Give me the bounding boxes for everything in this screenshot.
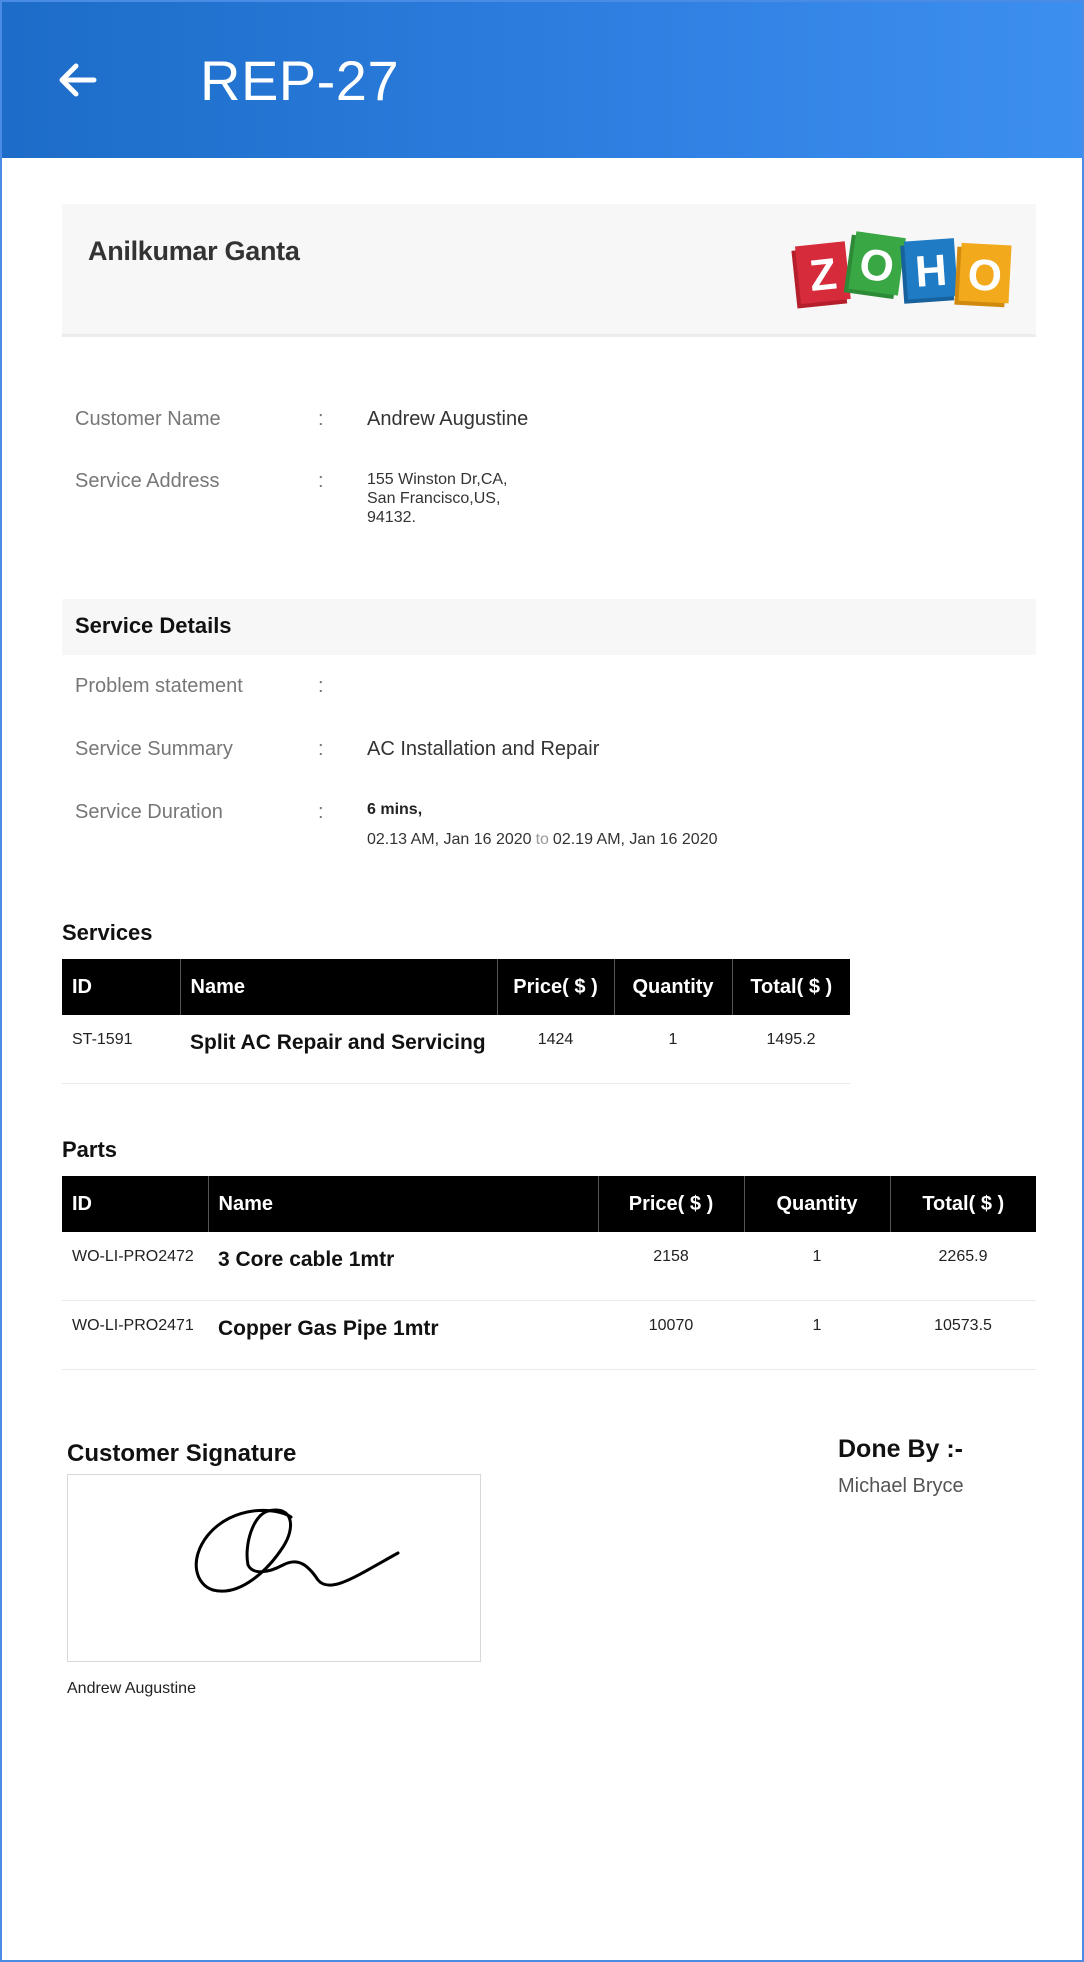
part-total: 2265.9 xyxy=(890,1232,1036,1301)
column-header: ID xyxy=(62,959,180,1015)
service-duration-label: Service Duration xyxy=(75,801,223,823)
service-quantity: 1 xyxy=(614,1015,732,1084)
duration-start: 02.13 AM, Jan 16 2020 xyxy=(367,831,532,848)
service-total: 1495.2 xyxy=(732,1015,850,1084)
logo-letter: H xyxy=(913,245,949,297)
column-header: Price( $ ) xyxy=(497,959,614,1015)
zoho-logo xyxy=(790,230,1012,312)
colon: : xyxy=(318,801,324,823)
report-header-card xyxy=(62,204,1036,337)
service-details-header xyxy=(62,599,1036,655)
services-table xyxy=(62,959,850,1084)
table-header-row xyxy=(62,959,850,1015)
part-name: 3 Core cable 1mtr xyxy=(208,1232,598,1301)
service-price: 1424 xyxy=(497,1015,614,1084)
service-duration-value xyxy=(367,801,718,849)
service-address-label: Service Address xyxy=(75,470,220,492)
logo-letter: O xyxy=(966,250,1004,302)
column-header: Total( $ ) xyxy=(732,959,850,1015)
signature-box xyxy=(67,1474,481,1662)
column-header: Quantity xyxy=(614,959,732,1015)
column-header: ID xyxy=(62,1176,208,1232)
column-header: Name xyxy=(208,1176,598,1232)
colon: : xyxy=(318,675,324,697)
column-header: Total( $ ) xyxy=(890,1176,1036,1232)
column-header: Price( $ ) xyxy=(598,1176,744,1232)
app-bar xyxy=(0,0,1084,158)
duration-end: 02.19 AM, Jan 16 2020 xyxy=(552,831,718,848)
colon: : xyxy=(318,470,324,492)
colon: : xyxy=(318,738,324,760)
problem-statement-label: Problem statement xyxy=(75,675,243,697)
service-summary-value: AC Installation and Repair xyxy=(367,738,600,760)
service-address-value xyxy=(367,470,508,527)
service-name: Split AC Repair and Servicing xyxy=(180,1015,497,1084)
logo-letter: Z xyxy=(807,249,840,301)
page-title: REP-27 xyxy=(200,49,400,112)
logo-letter: O xyxy=(856,239,898,293)
part-price: 2158 xyxy=(598,1232,744,1301)
part-quantity: 1 xyxy=(744,1232,890,1301)
address-line: 155 Winston Dr,CA, xyxy=(367,471,508,488)
part-total: 10573.5 xyxy=(890,1301,1036,1370)
table-header-row xyxy=(62,1176,1036,1232)
table-row xyxy=(62,1301,1036,1370)
table-row xyxy=(62,1232,1036,1301)
signer-name: Andrew Augustine xyxy=(67,1680,196,1697)
part-id: WO-LI-PRO2472 xyxy=(62,1232,208,1301)
part-price: 10070 xyxy=(598,1301,744,1370)
duration-to: to xyxy=(535,831,549,848)
duration-range xyxy=(367,831,718,849)
address-line: 94132. xyxy=(367,509,416,526)
column-header: Name xyxy=(180,959,497,1015)
done-by-title: Done By :- xyxy=(838,1435,963,1463)
column-header: Quantity xyxy=(744,1176,890,1232)
colon: : xyxy=(318,408,324,430)
part-quantity: 1 xyxy=(744,1301,890,1370)
service-summary-label: Service Summary xyxy=(75,738,233,760)
customer-signature-title: Customer Signature xyxy=(67,1440,297,1467)
arrow-left-icon xyxy=(54,56,102,104)
part-name: Copper Gas Pipe 1mtr xyxy=(208,1301,598,1370)
customer-name-label: Customer Name xyxy=(75,408,221,430)
duration-total: 6 mins, xyxy=(367,801,423,818)
company-name: Anilkumar Ganta xyxy=(88,236,300,266)
service-id: ST-1591 xyxy=(62,1015,180,1084)
part-id: WO-LI-PRO2471 xyxy=(62,1301,208,1370)
address-line: San Francisco,US, xyxy=(367,490,501,507)
service-details-title: Service Details xyxy=(75,613,232,638)
customer-name-value: Andrew Augustine xyxy=(367,408,529,430)
table-row xyxy=(62,1015,850,1084)
signature-drawing xyxy=(68,1475,480,1661)
services-title: Services xyxy=(62,920,153,945)
done-by-name: Michael Bryce xyxy=(838,1475,964,1497)
parts-title: Parts xyxy=(62,1137,118,1162)
parts-table xyxy=(62,1176,1036,1370)
back-button[interactable] xyxy=(48,50,108,110)
